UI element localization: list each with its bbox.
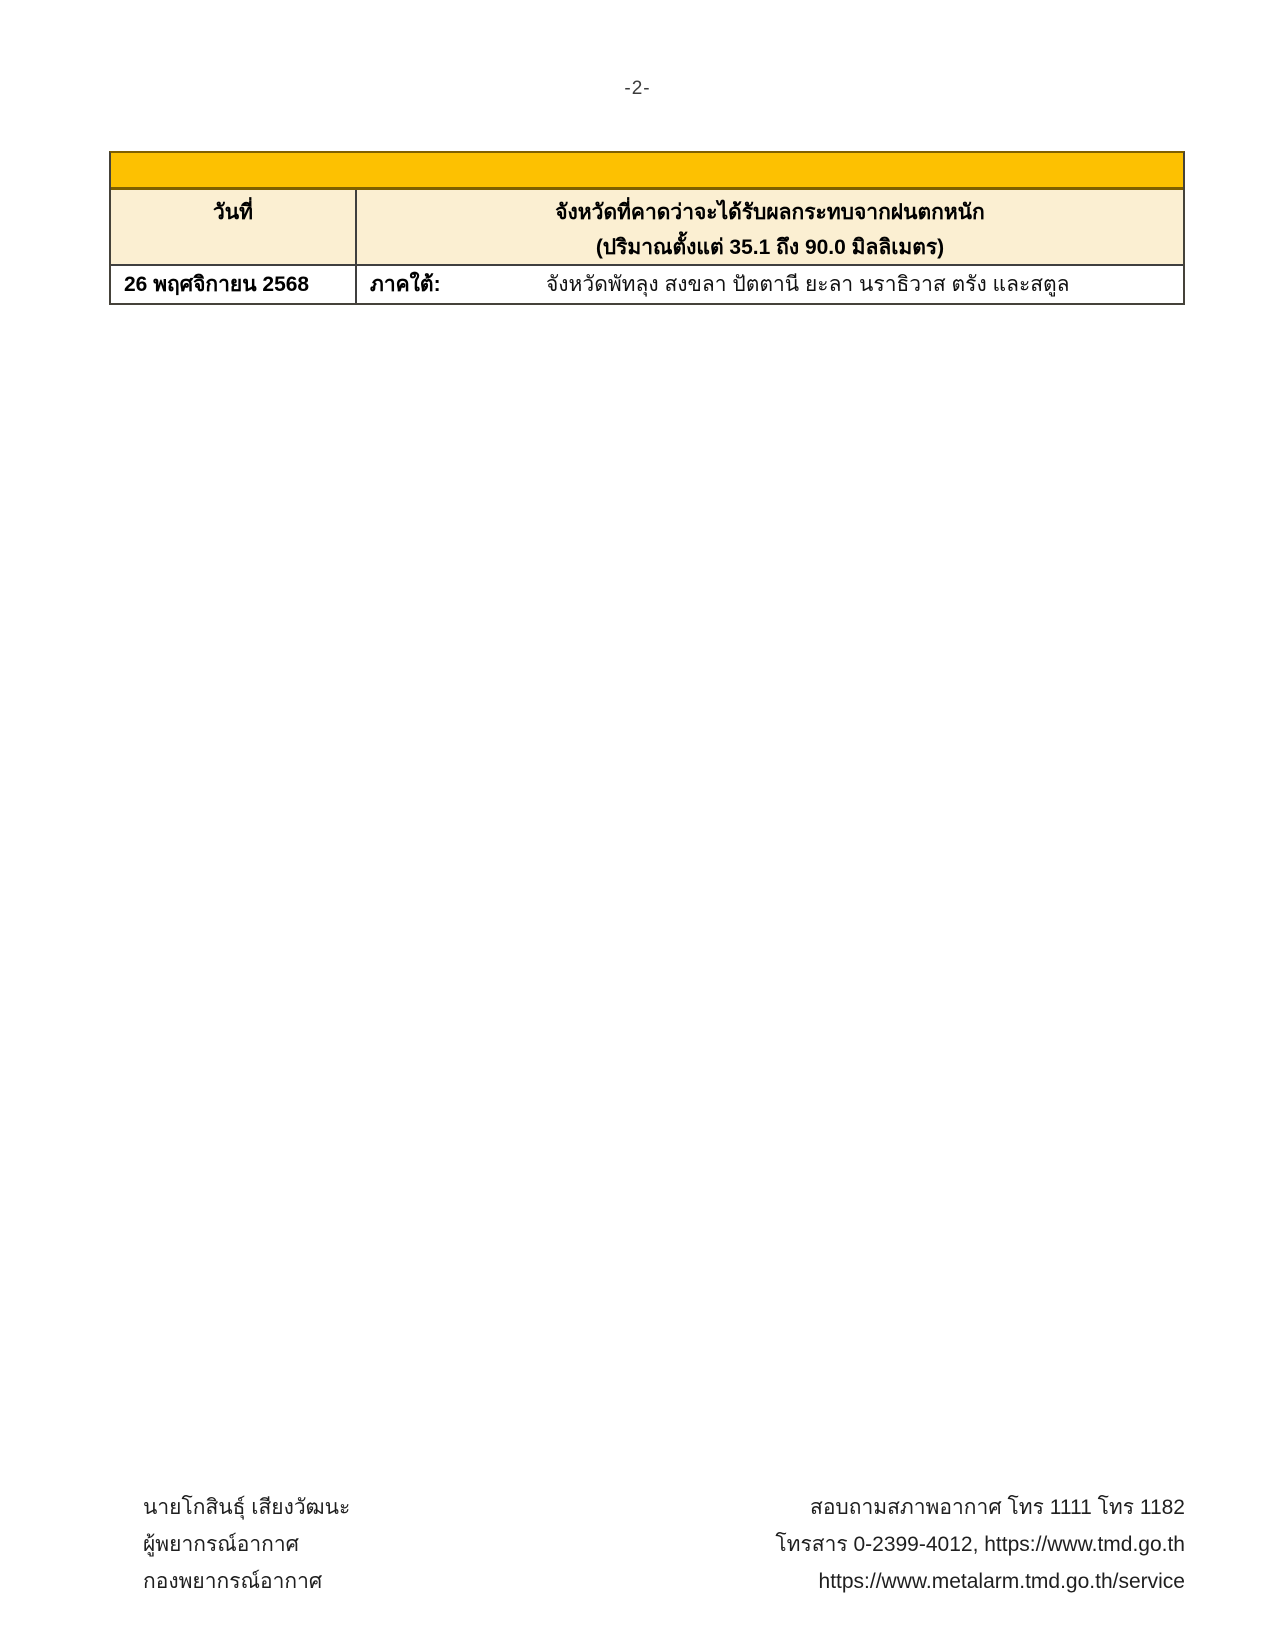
table-top-band <box>111 153 1183 190</box>
forecaster-name: นายโกสินธุ์ เสียงวัฒนะ <box>143 1496 351 1519</box>
row-impact-cell <box>357 266 1183 303</box>
metalarm-service-url: https://www.metalarm.tmd.go.th/service <box>818 1570 1185 1593</box>
provinces-list: จังหวัดพัทลุง สงขลา ปัตตานี ยะลา นราธิวาส ตรัง และสตูล <box>546 273 1070 296</box>
forecaster-division: กองพยากรณ์อากาศ <box>143 1570 323 1593</box>
weather-inquiry-phone: สอบถามสภาพอากาศ โทร 1111 โทร 1182 <box>810 1496 1185 1519</box>
contact-info-block <box>775 1489 1185 1600</box>
row-date-cell: 26 พฤศจิกายน 2568 <box>111 266 357 303</box>
impact-column-header-line1: จังหวัดที่คาดว่าจะได้รับผลกระทบจากฝนตกหนัก <box>555 201 985 224</box>
rain-impact-table <box>109 151 1185 305</box>
impact-column-header-line2: (ปริมาณตั้งแต่ 35.1 ถึง 90.0 มิลลิเมตร) <box>595 236 945 259</box>
table-header-row <box>111 190 1183 266</box>
table-row <box>111 266 1183 303</box>
region-label: ภาคใต้: <box>370 273 441 296</box>
fax-and-website: โทรสาร 0-2399-4012, https://www.tmd.go.th <box>775 1533 1185 1556</box>
impact-column-header <box>357 190 1183 267</box>
page-number: -2- <box>624 78 651 99</box>
forecaster-signature-block <box>143 1489 350 1600</box>
forecaster-title: ผู้พยากรณ์อากาศ <box>143 1533 299 1556</box>
date-column-header: วันที่ <box>111 190 357 267</box>
